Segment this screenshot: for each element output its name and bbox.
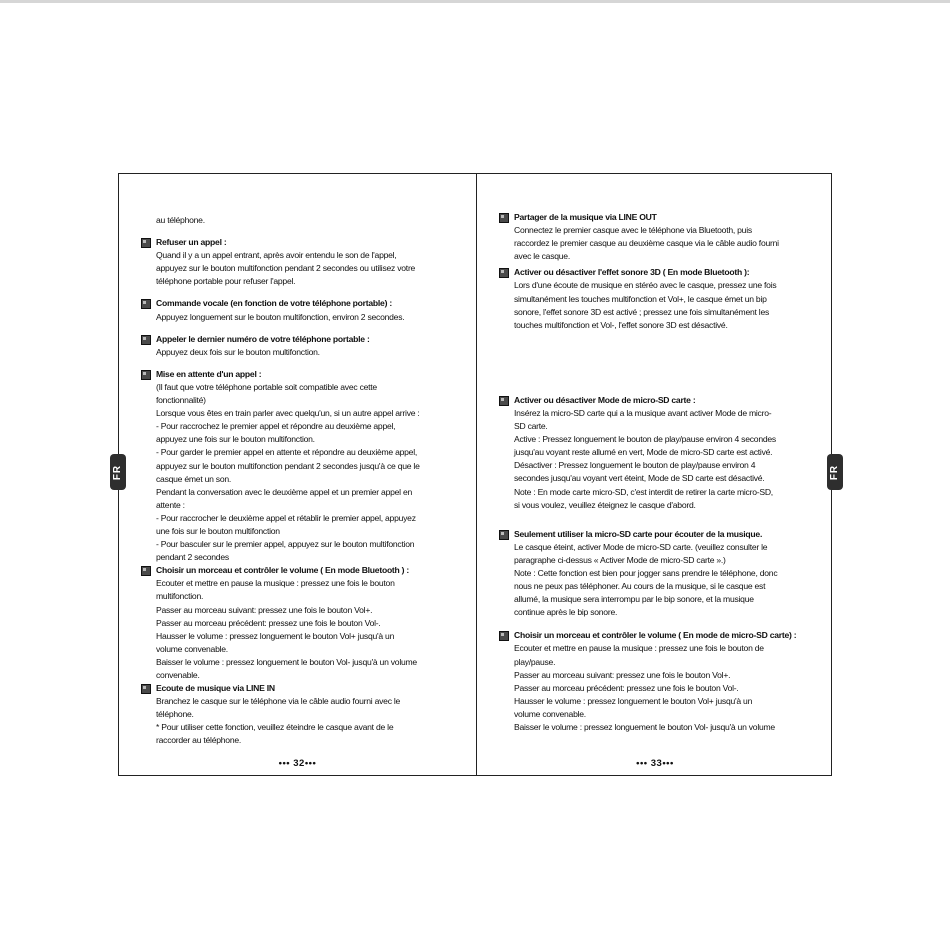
page-32-content	[138, 214, 456, 748]
section-line: Le casque éteint, activer Mode de micro-SD carte. (veuillez consulter le	[514, 541, 768, 552]
section-line: volume convenable.	[156, 643, 228, 654]
section-line: Ecouter et mettre en pause la musique : pressez une fois le bouton	[156, 578, 395, 589]
page-number: ••• 32•••	[278, 758, 317, 769]
section-title: Refuser un appel :	[156, 237, 227, 248]
section-line: * Pour utiliser cette fonction, veuillez éteindre le casque avant de le	[156, 722, 394, 733]
section-line: Passer au morceau suivant: pressez une fois le bouton Vol+.	[156, 604, 373, 615]
section-line: - Pour garder le premier appel en attente et répondre au deuxième appel,	[156, 447, 417, 458]
section-line: play/pause.	[514, 656, 556, 667]
top-rule	[0, 0, 950, 3]
section-call-waiting	[138, 368, 456, 564]
section-bullet-icon	[499, 530, 509, 540]
section-title: Activer ou désactiver Mode de micro-SD carte :	[514, 394, 696, 405]
section-line: avec le casque.	[514, 251, 570, 262]
section-line: casque émet un son.	[156, 473, 232, 484]
section-line: paragraphe ci-dessus « Activer Mode de micro-SD carte ».)	[514, 554, 726, 565]
section-title: Mise en attente d'un appel :	[156, 368, 262, 379]
page-33-content	[496, 211, 814, 734]
page-number: ••• 33•••	[636, 758, 674, 769]
intro-text	[138, 214, 456, 227]
section-line: pendant 2 secondes	[156, 552, 229, 563]
section-title: Commande vocale (en fonction de votre téléphone portable) :	[156, 298, 392, 309]
language-tab-left	[110, 454, 126, 490]
section-line: téléphone portable pour refuser l'appel.	[156, 276, 296, 287]
section-bullet-icon	[499, 631, 509, 641]
section-line: Active : Pressez longuement le bouton de play/pause environ 4 secondes	[514, 434, 776, 445]
section-line: téléphone.	[156, 709, 194, 720]
section-refuse-call	[138, 236, 456, 288]
section-line: Baisser le volume : pressez longuement le bouton Vol- jusqu'à un volume	[514, 722, 775, 732]
section-line: une fois sur le bouton multifonction	[156, 525, 280, 536]
section-line: attente :	[156, 499, 185, 510]
section-line: nous ne peux pas téléphoner. Au cours de la musique, si le casque est	[514, 581, 766, 592]
section-bullet-icon	[141, 335, 151, 345]
section-line: Connectez le premier casque avec le téléphone via Bluetooth, puis	[514, 225, 752, 236]
section-line: Branchez le casque sur le téléphone via le câble audio fourni avec le	[156, 696, 401, 707]
section-line: - Pour raccrocher le deuxième appel et rétablir le premier appel, appuyez	[156, 512, 416, 523]
section-sd-only-music	[496, 528, 814, 620]
manual-spread	[112, 173, 841, 776]
section-line: allumé, la musique sera interrompu par le bip sonore, et la musique	[514, 594, 754, 605]
section-bullet-icon	[141, 299, 151, 309]
section-bullet-icon	[141, 566, 151, 576]
section-line: Insérez la micro-SD carte qui a la musique avant activer Mode de micro-	[514, 407, 772, 418]
section-line: Passer au morceau précédent: pressez une fois le bouton Vol-.	[156, 617, 381, 628]
section-line: fonctionnalité)	[156, 395, 206, 406]
section-bullet-icon	[141, 238, 151, 248]
section-track-volume-bluetooth	[138, 564, 456, 682]
section-line: Quand il y a un appel entrant, après avoir entendu le son de l'appel,	[156, 250, 397, 261]
language-tab-label: FR	[829, 464, 841, 480]
section-line: Passer au morceau précédent: pressez une fois le bouton Vol-.	[514, 682, 739, 693]
section-bullet-icon	[499, 268, 509, 278]
section-line-out	[496, 211, 814, 263]
section-line: raccorder au téléphone.	[156, 735, 242, 746]
section-bullet-icon	[141, 684, 151, 694]
section-line: Hausser le volume : pressez longuement le bouton Vol+ jusqu'à un	[156, 630, 395, 641]
section-line: Hausser le volume : pressez longuement le bouton Vol+ jusqu'à un	[514, 695, 753, 706]
section-line: (Il faut que votre téléphone portable soit compatible avec cette	[156, 381, 377, 392]
section-line: Pendant la conversation avec le deuxième appel et un premier appel en	[156, 486, 413, 497]
section-bullet-icon	[141, 370, 151, 380]
section-title: Ecoute de musique via LINE IN	[156, 683, 275, 694]
section-title: Seulement utiliser la micro-SD carte pour écouter de la musique.	[514, 528, 763, 539]
section-line: appuyez sur le bouton multifonction pendant 2 secondes jusqu'à ce que le	[156, 460, 420, 471]
section-line: Appuyez deux fois sur le bouton multifonction.	[156, 346, 320, 357]
section-line: Passer au morceau suivant: pressez une fois le bouton Vol+.	[514, 669, 731, 680]
section-line: Appuyez longuement sur le bouton multifonction, environ 2 secondes.	[156, 311, 405, 322]
section-line-in	[138, 682, 456, 747]
section-title: Partager de la musique via LINE OUT	[514, 212, 657, 222]
section-line: touches multifonction et Vol-, l'effet sonore 3D est désactivé.	[514, 319, 728, 330]
section-line: raccordez le premier casque au deuxième casque via le câble audio fourni	[514, 238, 779, 249]
section-line: Note : Cette fonction est bien pour jogger sans prendre le téléphone, donc	[514, 567, 778, 578]
section-bullet-icon	[499, 213, 509, 223]
section-line: secondes jusqu'au voyant vert éteint, Mode de SD carte est désactivé.	[514, 473, 765, 484]
section-track-volume-sd	[496, 629, 814, 734]
section-3d-sound	[496, 266, 814, 331]
language-tab-label: FR	[112, 464, 124, 480]
section-redial	[138, 333, 456, 359]
page-33	[477, 174, 841, 775]
section-line: continue après le bip sonore.	[514, 607, 618, 618]
section-micro-sd-mode	[496, 394, 814, 512]
section-title: Choisir un morceau et contrôler le volume ( En mode de micro-SD carte) :	[514, 630, 797, 641]
section-line: appuyez une fois sur le bouton multifonction.	[156, 434, 315, 445]
section-line: - Pour basculer sur le premier appel, appuyez sur le bouton multifonction	[156, 539, 415, 550]
section-line: sonore, l'effet sonore 3D est activé ; pressez une fois simultanément les	[514, 306, 770, 317]
language-tab-right	[827, 454, 843, 490]
section-title: Activer ou désactiver l'effet sonore 3D ( En mode Bluetooth ):	[514, 267, 750, 278]
section-voice-command	[138, 297, 456, 323]
section-line: Lors d'une écoute de musique en stéréo avec le casque, pressez une fois	[514, 280, 777, 291]
section-line: simultanément les touches multifonction et Vol+, le casque émet un bip	[514, 293, 767, 304]
section-title: Choisir un morceau et contrôler le volume ( En mode Bluetooth ) :	[156, 565, 410, 576]
section-line: volume convenable.	[514, 708, 586, 719]
section-line: si vous voulez, veuillez éteignez le casque d'abord.	[514, 499, 696, 510]
section-line: jusqu'au voyant reste allumé en vert, Mode de micro-SD carte est activé.	[514, 447, 773, 458]
intro-line: au téléphone.	[156, 215, 205, 225]
section-line: Note : En mode carte micro-SD, c'est interdit de retirer la carte micro-SD,	[514, 486, 773, 497]
section-line: - Pour raccrochez le premier appel et répondre au deuxième appel,	[156, 421, 396, 432]
section-line: convenable.	[156, 670, 200, 680]
section-title: Appeler le dernier numéro de votre téléphone portable :	[156, 333, 370, 344]
section-line: SD carte.	[514, 421, 548, 432]
section-line: Lorsque vous êtes en train parler avec quelqu'un, si un autre appel arrive :	[156, 408, 420, 419]
section-bullet-icon	[499, 396, 509, 406]
section-line: multifonction.	[156, 591, 204, 602]
section-line: appuyez sur le bouton multifonction pendant 2 secondes ou utilisez votre	[156, 263, 416, 274]
section-line: Désactiver : Pressez longuement le bouton de play/pause environ 4	[514, 460, 756, 471]
section-line: Baisser le volume : pressez longuement le bouton Vol- jusqu'à un volume	[156, 656, 417, 667]
page-32	[112, 174, 476, 775]
section-line: Ecouter et mettre en pause la musique : pressez une fois le bouton de	[514, 643, 764, 654]
